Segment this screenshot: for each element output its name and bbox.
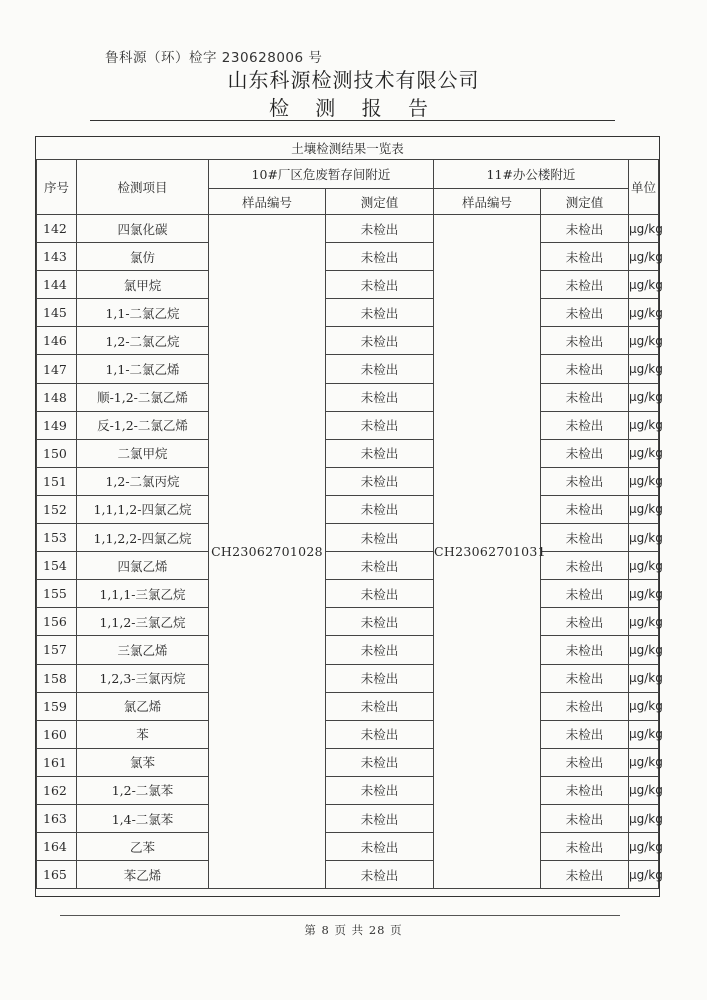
row-unit: μg/kg [629,636,659,664]
row-unit: μg/kg [629,833,659,861]
row-item: 四氯化碳 [77,215,209,243]
header-unit: 单位 [629,160,659,215]
table-row [37,439,659,467]
table-row [37,720,659,748]
row-site2-value: 未检出 [541,552,629,580]
document-number: 鲁科源（环）检字 230628006 号 [105,50,323,66]
header-site1-sample: 样品编号 [209,189,326,215]
row-item: 氯苯 [77,748,209,776]
table-row [37,271,659,299]
row-site1-value: 未检出 [326,664,434,692]
row-site1-value: 未检出 [326,467,434,495]
header-site2-sample: 样品编号 [434,189,541,215]
row-site1-value: 未检出 [326,833,434,861]
row-item: 苯 [77,720,209,748]
company-name: 山东科源检测技术有限公司 [227,68,480,92]
row-site1-value: 未检出 [326,552,434,580]
row-unit: μg/kg [629,580,659,608]
row-site2-value: 未检出 [541,692,629,720]
row-site1-value: 未检出 [326,580,434,608]
row-unit: μg/kg [629,383,659,411]
table-row [37,664,659,692]
row-site2-value: 未检出 [541,804,629,832]
page-number: 第 8 页 共 28 页 [304,923,403,937]
row-unit: μg/kg [629,439,659,467]
row-site1-value: 未检出 [326,776,434,804]
header-site2-value: 测定值 [541,189,629,215]
row-item: 1,1,1-三氯乙烷 [77,580,209,608]
row-site2-value: 未检出 [541,299,629,327]
row-unit: μg/kg [629,552,659,580]
row-site1-value: 未检出 [326,861,434,889]
row-unit: μg/kg [629,776,659,804]
row-site1-value: 未检出 [326,748,434,776]
row-site2-value: 未检出 [541,243,629,271]
row-site1-value: 未检出 [326,215,434,243]
row-item: 氯仿 [77,243,209,271]
results-table [36,137,663,889]
row-site2-value: 未检出 [541,608,629,636]
row-item: 1,1,1,2-四氯乙烷 [77,495,209,523]
row-site2-value: 未检出 [541,776,629,804]
row-item: 反-1,2-二氯乙烯 [77,411,209,439]
row-item: 顺-1,2-二氯乙烯 [77,383,209,411]
table-row [37,299,659,327]
row-unit: μg/kg [629,664,659,692]
row-item: 乙苯 [77,833,209,861]
row-item: 1,1-二氯乙烯 [77,355,209,383]
header-item: 检测项目 [77,160,209,215]
header-divider [90,120,615,121]
row-site1-value: 未检出 [326,692,434,720]
row-unit: μg/kg [629,327,659,355]
row-site2-value: 未检出 [541,833,629,861]
row-item: 1,2-二氯丙烷 [77,467,209,495]
footer-divider [60,915,620,916]
row-site1-value: 未检出 [326,243,434,271]
row-seq: 162 [37,776,77,804]
row-seq: 154 [37,552,77,580]
row-site2-value: 未检出 [541,327,629,355]
row-site1-value: 未检出 [326,636,434,664]
row-site2-value: 未检出 [541,271,629,299]
row-seq: 147 [37,355,77,383]
row-site1-value: 未检出 [326,608,434,636]
row-unit: μg/kg [629,215,659,243]
row-site1-value: 未检出 [326,804,434,832]
row-item: 二氯甲烷 [77,439,209,467]
results-table-frame [35,136,663,897]
table-row [37,215,659,243]
row-item: 1,2,3-三氯丙烷 [77,664,209,692]
row-seq: 158 [37,664,77,692]
row-unit: μg/kg [629,608,659,636]
row-unit: μg/kg [629,804,659,832]
row-item: 1,2-二氯乙烷 [77,327,209,355]
table-row [37,776,659,804]
table-caption: 土壤检测结果一览表 [37,137,659,160]
row-seq: 145 [37,299,77,327]
row-item: 1,4-二氯苯 [77,804,209,832]
site1-sample-id: CH23062701028 [209,215,326,889]
row-seq: 150 [37,439,77,467]
row-seq: 148 [37,383,77,411]
row-seq: 163 [37,804,77,832]
row-seq: 164 [37,833,77,861]
row-site1-value: 未检出 [326,439,434,467]
row-unit: μg/kg [629,271,659,299]
row-item: 1,1,2,2-四氯乙烷 [77,524,209,552]
table-row [37,861,659,889]
row-unit: μg/kg [629,692,659,720]
table-row [37,495,659,523]
row-site1-value: 未检出 [326,524,434,552]
row-site2-value: 未检出 [541,411,629,439]
row-site2-value: 未检出 [541,467,629,495]
row-item: 1,1,2-三氯乙烷 [77,608,209,636]
table-row [37,524,659,552]
row-site1-value: 未检出 [326,411,434,439]
row-site1-value: 未检出 [326,271,434,299]
row-unit: μg/kg [629,467,659,495]
row-seq: 156 [37,608,77,636]
header-seq: 序号 [37,160,77,215]
row-seq: 159 [37,692,77,720]
row-unit: μg/kg [629,495,659,523]
row-site1-value: 未检出 [326,355,434,383]
row-site2-value: 未检出 [541,720,629,748]
row-seq: 161 [37,748,77,776]
row-unit: μg/kg [629,861,659,889]
row-site2-value: 未检出 [541,355,629,383]
row-seq: 152 [37,495,77,523]
row-seq: 153 [37,524,77,552]
table-row [37,833,659,861]
row-site1-value: 未检出 [326,495,434,523]
row-site1-value: 未检出 [326,299,434,327]
table-row [37,383,659,411]
row-seq: 155 [37,580,77,608]
report-title: 检 测 报 告 [268,96,439,120]
table-row [37,580,659,608]
row-seq: 143 [37,243,77,271]
row-item: 1,1-二氯乙烷 [77,299,209,327]
row-site1-value: 未检出 [326,327,434,355]
row-seq: 157 [37,636,77,664]
table-row [37,636,659,664]
row-seq: 144 [37,271,77,299]
row-seq: 142 [37,215,77,243]
row-unit: μg/kg [629,299,659,327]
row-site2-value: 未检出 [541,636,629,664]
row-seq: 146 [37,327,77,355]
table-row [37,692,659,720]
table-row [37,355,659,383]
row-item: 1,2-二氯苯 [77,776,209,804]
table-row [37,608,659,636]
row-unit: μg/kg [629,748,659,776]
row-seq: 160 [37,720,77,748]
row-site1-value: 未检出 [326,720,434,748]
row-seq: 149 [37,411,77,439]
row-site2-value: 未检出 [541,748,629,776]
row-unit: μg/kg [629,243,659,271]
table-row [37,552,659,580]
row-site2-value: 未检出 [541,861,629,889]
table-row [37,243,659,271]
table-row [37,748,659,776]
row-unit: μg/kg [629,355,659,383]
row-site2-value: 未检出 [541,580,629,608]
header-site1-value: 测定值 [326,189,434,215]
table-row [37,411,659,439]
row-unit: μg/kg [629,524,659,552]
site2-sample-id: CH23062701031 [434,215,541,889]
row-item: 氯甲烷 [77,271,209,299]
row-unit: μg/kg [629,720,659,748]
table-row [37,467,659,495]
row-item: 四氯乙烯 [77,552,209,580]
row-site2-value: 未检出 [541,495,629,523]
row-item: 苯乙烯 [77,861,209,889]
header-site1: 10#厂区危废暂存间附近 [209,160,434,189]
row-site2-value: 未检出 [541,215,629,243]
row-site2-value: 未检出 [541,383,629,411]
row-seq: 151 [37,467,77,495]
row-site2-value: 未检出 [541,524,629,552]
row-site2-value: 未检出 [541,439,629,467]
row-seq: 165 [37,861,77,889]
row-site2-value: 未检出 [541,664,629,692]
row-unit: μg/kg [629,411,659,439]
row-item: 三氯乙烯 [77,636,209,664]
table-row [37,804,659,832]
table-row [37,327,659,355]
header-site2: 11#办公楼附近 [434,160,629,189]
row-site1-value: 未检出 [326,383,434,411]
row-item: 氯乙烯 [77,692,209,720]
